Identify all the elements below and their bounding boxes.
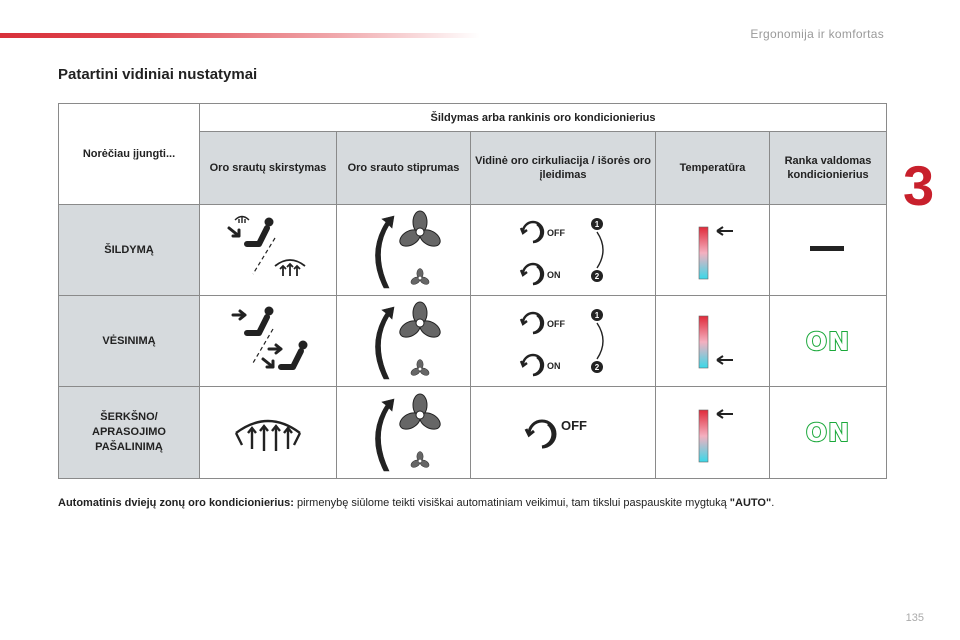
temperature-gauge-icon	[699, 410, 708, 462]
fan-icon	[409, 269, 430, 286]
arrow-icon	[375, 399, 394, 471]
windscreen-defrost-icon	[236, 421, 300, 451]
corner-label: Norėčiau įjungti...	[59, 104, 200, 205]
ac-on-mark: ON	[805, 418, 851, 447]
chapter-number: 3	[903, 154, 935, 217]
arrow-left-icon	[717, 227, 733, 235]
recirculation-icon	[521, 355, 543, 375]
footnote-lead: Automatinis dviejų zonų oro kondicionierius:	[58, 497, 294, 509]
step-two-badge: 2	[594, 363, 600, 372]
distribution-cell-heating	[200, 205, 337, 296]
fan-icon	[409, 360, 430, 377]
header-accent-bar	[0, 33, 480, 38]
arrow-icon	[375, 216, 394, 288]
recirculation-cell-cooling	[471, 296, 656, 387]
off-label: OFF	[561, 417, 587, 433]
row-label-heating: ŠILDYMĄ	[59, 205, 200, 296]
fan-icon	[396, 394, 442, 433]
seat-airflow-icon	[263, 341, 308, 368]
auto-button-name: "AUTO"	[729, 497, 772, 509]
distribution-cell-cooling	[200, 296, 337, 387]
ac-cell-cooling	[770, 296, 887, 387]
column-header-recirculation: Vidinė oro cirkuliacija / išorės oro įleidimas	[471, 132, 656, 205]
step-one-badge: 1	[594, 220, 600, 229]
recirculation-icon	[526, 421, 555, 447]
section-title: Ergonomija ir komfortas	[750, 27, 884, 41]
flow-cell-cooling	[337, 296, 471, 387]
recirculation-icon	[521, 313, 543, 333]
fan-icon	[396, 211, 442, 250]
distribution-cell-defrost	[200, 387, 337, 479]
seat-airflow-icon	[229, 218, 274, 245]
page-number: 135	[905, 612, 924, 624]
arrow-icon	[375, 307, 394, 379]
recirculation-cell-heating	[471, 205, 656, 296]
on-label: ON	[547, 270, 561, 280]
column-header-flow: Oro srauto stiprumas	[337, 132, 471, 205]
flow-cell-defrost	[337, 387, 471, 479]
recirculation-cell-defrost	[471, 387, 656, 479]
page-heading: Patartini vidiniai nustatymai	[58, 66, 258, 83]
seat-airflow-icon	[233, 307, 274, 334]
footnote-end: .	[771, 497, 775, 509]
footnote-text: pirmenybę siūlome teikti visiškai automatiniam veikimui, tam tikslui paspauskite mygtuką	[293, 497, 730, 509]
column-header-distribution: Oro srautų skirstymas	[200, 132, 337, 205]
recirculation-icon	[521, 222, 543, 242]
temperature-gauge-icon	[699, 227, 708, 279]
fan-icon	[396, 302, 442, 341]
off-label: OFF	[547, 319, 565, 329]
ac-on-mark: ON	[805, 326, 851, 356]
step-two-badge: 2	[594, 272, 600, 281]
temperature-cell-defrost	[656, 387, 770, 479]
arrow-left-icon	[717, 410, 733, 418]
windscreen-defrost-icon	[235, 217, 249, 224]
settings-table	[58, 103, 887, 479]
recirculation-icon	[521, 264, 543, 284]
on-label: ON	[547, 361, 561, 371]
group-header: Šildymas arba rankinis oro kondicionierius	[200, 104, 887, 132]
temperature-cell-cooling	[656, 296, 770, 387]
fan-icon	[409, 451, 430, 468]
flow-cell-heating	[337, 205, 471, 296]
windscreen-defrost-icon	[275, 260, 305, 276]
footnote	[58, 497, 898, 509]
column-header-temperature: Temperatūra	[656, 132, 770, 205]
off-label: OFF	[547, 228, 565, 238]
row-label-cooling: VĖSINIMĄ	[59, 296, 200, 387]
ac-cell-defrost	[770, 387, 887, 479]
ac-cell-heating	[770, 205, 887, 296]
column-header-ac: Ranka valdomas kondicionierius	[770, 132, 887, 205]
temperature-cell-heating	[656, 205, 770, 296]
row-label-defrost: ŠERKŠNO/ APRASOJIMO PAŠALINIMĄ	[59, 387, 200, 479]
temperature-gauge-icon	[699, 316, 708, 368]
step-one-badge: 1	[594, 311, 600, 320]
arrow-left-icon	[717, 356, 733, 364]
